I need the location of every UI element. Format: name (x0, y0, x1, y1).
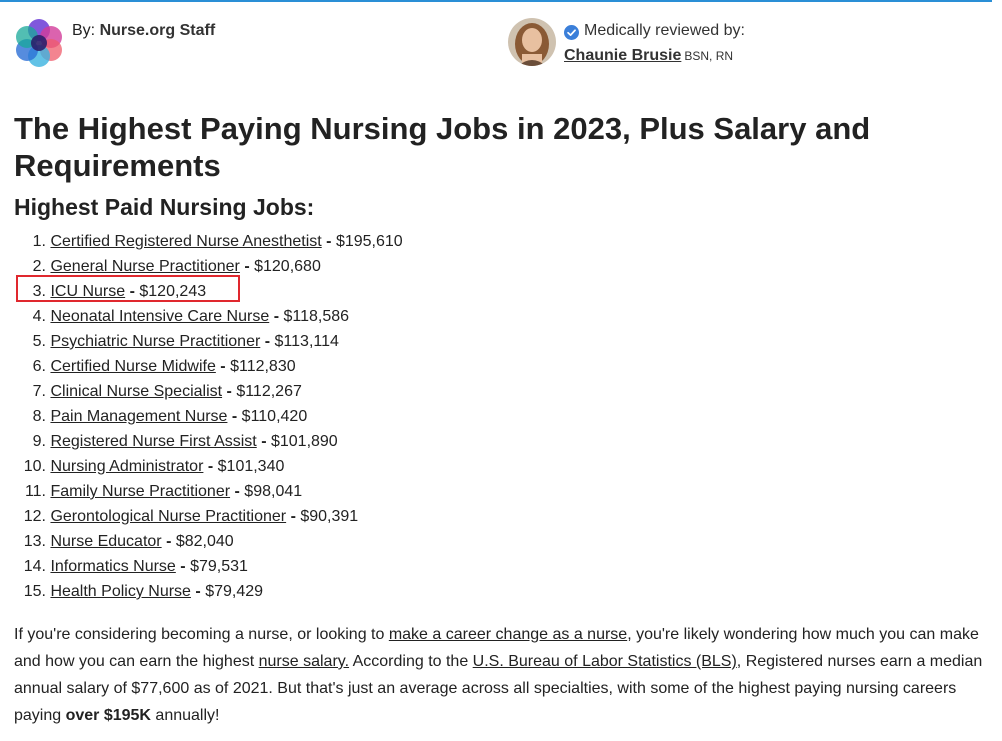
job-number: 8. (32, 408, 46, 425)
job-number: 11. (24, 483, 46, 500)
nurse-org-logo[interactable] (14, 18, 64, 68)
page-title: The Highest Paying Nursing Jobs in 2023, Plus Salary and Requirements (14, 111, 871, 183)
job-link[interactable]: Certified Registered Nurse Anesthetist (50, 233, 322, 250)
top-accent-rule (0, 0, 992, 2)
job-salary: $101,340 (217, 458, 285, 475)
job-list-item (14, 504, 403, 529)
reviewer-name-link[interactable]: Chaunie Brusie (564, 47, 682, 64)
verified-check-icon (564, 23, 579, 38)
intro-bold-salary: over $195K (65, 707, 151, 724)
highlight-box (16, 275, 240, 302)
byline-prefix: By: (72, 22, 96, 39)
nurse-salary-link[interactable]: nurse salary. (258, 653, 350, 670)
job-link[interactable]: Neonatal Intensive Care Nurse (50, 308, 270, 325)
job-salary: $82,040 (175, 533, 234, 550)
job-salary: $79,531 (190, 558, 248, 575)
job-salary: $101,890 (270, 433, 338, 450)
job-number: 1. (32, 233, 46, 250)
job-number: 3. (32, 283, 46, 300)
byline (14, 18, 215, 68)
job-link[interactable]: Clinical Nurse Specialist (50, 383, 223, 400)
job-link[interactable]: Pain Management Nurse (50, 408, 228, 425)
job-salary: $113,114 (274, 333, 339, 350)
intro-text-4: , Registered nurses earn a median annual salary of $77,600 as of 2021. But that's just an average across all specialties, with some of the highest paying nursing careers paying (14, 653, 983, 724)
job-list-item (14, 304, 403, 329)
job-list-item (14, 554, 403, 579)
job-link[interactable]: Nurse Educator (50, 533, 162, 550)
job-number: 14. (23, 558, 46, 575)
job-separator: - (273, 308, 280, 325)
job-separator: - (264, 333, 271, 350)
job-link[interactable]: Psychiatric Nurse Practitioner (50, 333, 261, 350)
intro-text-1: If you're considering becoming a nurse, or looking to (14, 626, 389, 643)
job-separator: - (195, 583, 201, 600)
job-list-item (14, 354, 403, 379)
job-link[interactable]: Informatics Nurse (50, 558, 176, 575)
job-list-item (14, 229, 403, 254)
job-number: 2. (32, 258, 46, 275)
job-number: 9. (32, 433, 46, 450)
job-separator: - (226, 383, 232, 400)
intro-text-2: , you're likely wondering how much you can make and how you can earn the highest (14, 626, 979, 670)
job-separator: - (290, 508, 296, 525)
job-separator: - (234, 483, 240, 500)
job-number: 13. (23, 533, 46, 550)
intro-paragraph (14, 621, 989, 729)
job-link[interactable]: General Nurse Practitioner (50, 258, 240, 275)
job-salary: $195,610 (335, 233, 403, 250)
reviewer-avatar (508, 18, 556, 66)
job-salary: $110,420 (241, 408, 308, 425)
bls-link[interactable]: U.S. Bureau of Labor Statistics (BLS) (472, 653, 737, 670)
job-number: 6. (32, 358, 46, 375)
job-link[interactable]: Gerontological Nurse Practitioner (50, 508, 287, 525)
job-salary: $90,391 (300, 508, 359, 525)
intro-text-3: According to the (349, 653, 473, 670)
job-separator: - (129, 283, 135, 300)
job-link[interactable]: Family Nurse Practitioner (50, 483, 231, 500)
list-heading: Highest Paid Nursing Jobs: (14, 194, 315, 220)
job-salary: $120,680 (254, 258, 321, 275)
job-list-item (14, 529, 403, 554)
job-salary: $120,243 (139, 283, 207, 300)
job-list-item (14, 329, 403, 354)
job-link[interactable]: Nursing Administrator (50, 458, 204, 475)
job-salary: $118,586 (283, 308, 350, 325)
job-separator: - (231, 408, 238, 425)
job-link[interactable]: Health Policy Nurse (50, 583, 191, 600)
job-list-item (14, 379, 403, 404)
job-salary: $98,041 (244, 483, 303, 500)
job-separator: - (166, 533, 172, 550)
medical-reviewer (508, 18, 745, 69)
job-list-item (14, 579, 403, 604)
job-number: 4. (32, 308, 46, 325)
job-separator: - (244, 258, 250, 275)
job-separator: - (207, 458, 214, 475)
job-salary: $112,267 (236, 383, 302, 400)
job-list-item (14, 479, 403, 504)
career-change-link[interactable]: make a career change as a nurse (388, 626, 628, 643)
job-separator: - (180, 558, 186, 575)
job-separator: - (220, 358, 226, 375)
job-link[interactable]: ICU Nurse (50, 283, 126, 300)
byline-text (72, 22, 215, 40)
job-salary: $112,830 (230, 358, 296, 375)
reviewer-credentials: BSN, RN (684, 49, 734, 63)
job-separator: - (326, 233, 332, 250)
job-list-item (14, 404, 403, 429)
reviewer-name-row (564, 43, 745, 69)
job-list-item (14, 429, 403, 454)
byline-author[interactable]: Nurse.org Staff (99, 22, 216, 39)
intro-text-5: annually! (150, 707, 220, 724)
job-link[interactable]: Certified Nurse Midwife (50, 358, 216, 375)
reviewer-label: Medically reviewed by: (584, 22, 745, 39)
job-number: 12. (23, 508, 46, 525)
job-salary: $79,429 (205, 583, 264, 600)
job-separator: - (261, 433, 267, 450)
job-number: 5. (32, 333, 46, 350)
job-number: 15. (23, 583, 46, 600)
job-number: 7. (32, 383, 46, 400)
job-number: 10. (23, 458, 46, 475)
reviewer-label-row (564, 18, 745, 43)
job-link[interactable]: Registered Nurse First Assist (50, 433, 257, 450)
job-list-item (14, 454, 403, 479)
